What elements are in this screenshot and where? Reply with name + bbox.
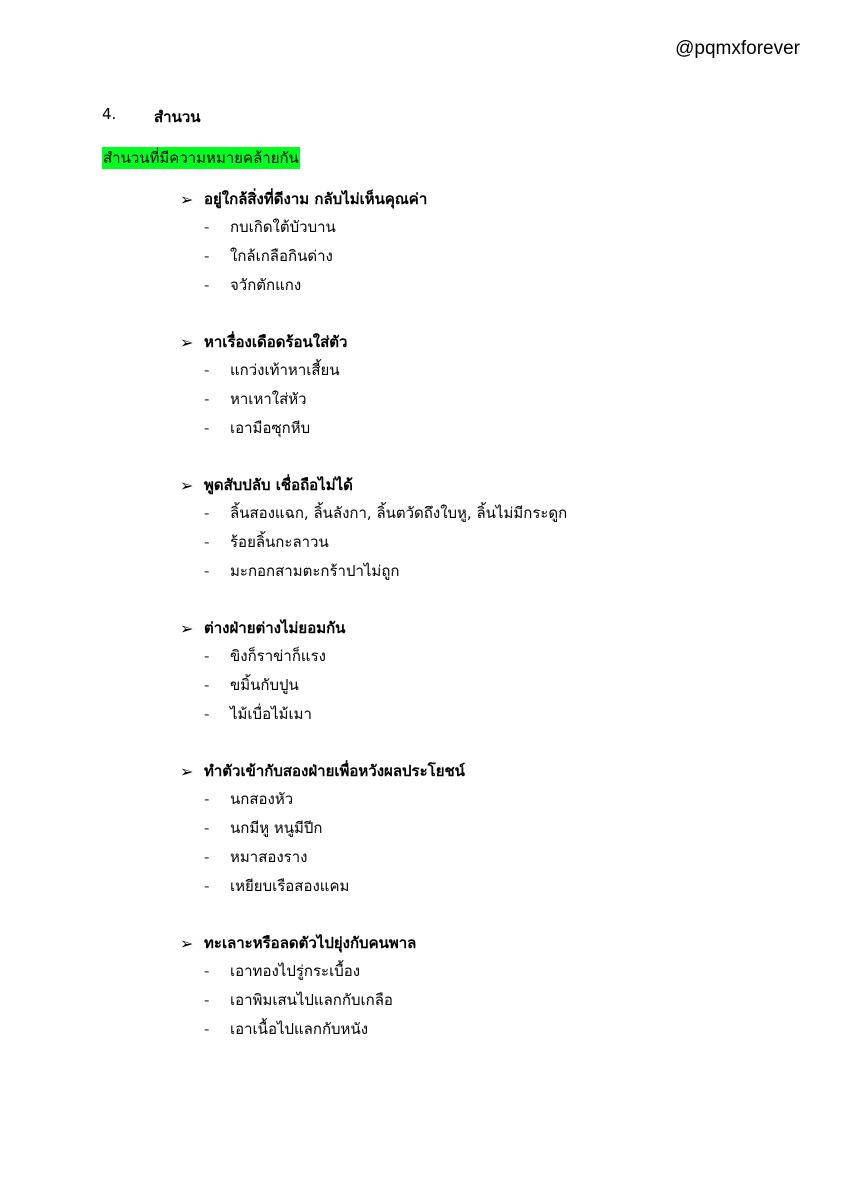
arrow-bullet-icon: ➢ (180, 933, 194, 953)
group-title-text: ต่างฝ่ายต่างไม่ยอมกัน (204, 619, 346, 637)
dash-bullet: - (204, 818, 210, 837)
idiom-text: ลิ้นสองแฉก, ลิ้นลังกา, ลิ้นตวัดถึงใบหู, ลิ้นไม่มีกระดูก (230, 503, 568, 522)
idiom-text: เหยียบเรือสองแคม (230, 876, 350, 895)
dash-bullet: - (204, 961, 210, 980)
group-title-text: พูดสับปลับ เชื่อถือไม่ได้ (204, 476, 353, 494)
idiom-text: กบเกิดใต้บัวบาน (230, 217, 336, 236)
arrow-bullet-icon: ➢ (180, 189, 194, 209)
idiom-text: เอาเนื้อไปแลกกับหนัง (230, 1019, 369, 1038)
dash-bullet: - (204, 789, 210, 808)
idiom-text: ขมิ้นกับปูน (230, 675, 299, 694)
idiom-group (180, 758, 780, 900)
list-item (180, 355, 780, 384)
group-title-text: ทำตัวเข้ากับสองฝ่ายเพื่อหวังผลประโยชน์ (204, 762, 465, 780)
group-title (180, 758, 780, 784)
idiom-text: เอาทองไปรู่กระเบื้อง (230, 961, 361, 980)
section-heading (102, 105, 201, 129)
idiom-list (180, 641, 780, 728)
group-title-text: หาเรื่องเดือดร้อนใส่ตัว (204, 333, 348, 351)
idiom-list (180, 355, 780, 442)
list-item (180, 699, 780, 728)
idiom-list (180, 498, 780, 585)
dash-bullet: - (204, 561, 210, 580)
idiom-text: ใกล้เกลือกินด่าง (230, 246, 333, 265)
idiom-text: ร้อยลิ้นกะลาวน (230, 532, 329, 551)
group-title (180, 329, 780, 355)
dash-bullet: - (204, 675, 210, 694)
list-item (180, 985, 780, 1014)
idiom-text: จวักตักแกง (230, 275, 302, 294)
watermark-handle: @pqmxforever (675, 38, 800, 59)
list-item (180, 270, 780, 299)
list-item (180, 212, 780, 241)
list-item (180, 813, 780, 842)
dash-bullet: - (204, 532, 210, 551)
dash-bullet: - (204, 275, 210, 294)
list-item (180, 641, 780, 670)
idiom-text: หาเหาใส่หัว (230, 389, 307, 408)
idiom-group (180, 472, 780, 585)
list-item (180, 784, 780, 813)
dash-bullet: - (204, 646, 210, 665)
dash-bullet: - (204, 503, 210, 522)
idiom-text: มะกอกสามตะกร้าปาไม่ถูก (230, 561, 400, 580)
list-item (180, 871, 780, 900)
group-title (180, 186, 780, 212)
arrow-bullet-icon: ➢ (180, 761, 194, 781)
idiom-text: นกสองหัว (230, 789, 294, 808)
group-title (180, 930, 780, 956)
list-item (180, 498, 780, 527)
list-item (180, 384, 780, 413)
dash-bullet: - (204, 360, 210, 379)
idiom-groups (180, 186, 780, 1073)
idiom-text: เอามือซุกหีบ (230, 418, 311, 437)
dash-bullet: - (204, 876, 210, 895)
list-item (180, 413, 780, 442)
highlighted-subtitle: สำนวนที่มีความหมายคล้ายกัน (103, 149, 299, 167)
arrow-bullet-icon: ➢ (180, 618, 194, 638)
list-item (180, 527, 780, 556)
list-item (180, 556, 780, 585)
idiom-text: แกว่งเท้าหาเสี้ยน (230, 360, 340, 379)
idiom-group (180, 186, 780, 299)
arrow-bullet-icon: ➢ (180, 475, 194, 495)
group-title-text: ทะเลาะหรือลดตัวไปยุ่งกับคนพาล (204, 934, 417, 952)
idiom-list (180, 956, 780, 1043)
idiom-list (180, 212, 780, 299)
dash-bullet: - (204, 1019, 210, 1038)
dash-bullet: - (204, 418, 210, 437)
idiom-group (180, 615, 780, 728)
dash-bullet: - (204, 704, 210, 723)
idiom-list (180, 784, 780, 900)
dash-bullet: - (204, 389, 210, 408)
dash-bullet: - (204, 246, 210, 265)
dash-bullet: - (204, 847, 210, 866)
idiom-text: ขิงก็ราข่าก็แรง (230, 646, 326, 665)
idiom-group (180, 329, 780, 442)
section-number: 4. (102, 105, 117, 123)
group-title (180, 472, 780, 498)
list-item (180, 1014, 780, 1043)
list-item (180, 956, 780, 985)
idiom-text: เอาพิมเสนไปแลกกับเกลือ (230, 990, 393, 1009)
idiom-group (180, 930, 780, 1043)
list-item (180, 670, 780, 699)
list-item (180, 842, 780, 871)
group-title (180, 615, 780, 641)
arrow-bullet-icon: ➢ (180, 332, 194, 352)
dash-bullet: - (204, 217, 210, 236)
idiom-text: ไม้เบื่อไม้เมา (230, 704, 312, 723)
idiom-text: นกมีหู หนูมีปีก (230, 818, 323, 837)
dash-bullet: - (204, 990, 210, 1009)
section-title: สำนวน (154, 108, 201, 126)
group-title-text: อยู่ใกล้สิ่งที่ดีงาม กลับไม่เห็นคุณค่า (204, 190, 428, 208)
idiom-text: หมาสองราง (230, 847, 308, 866)
list-item (180, 241, 780, 270)
